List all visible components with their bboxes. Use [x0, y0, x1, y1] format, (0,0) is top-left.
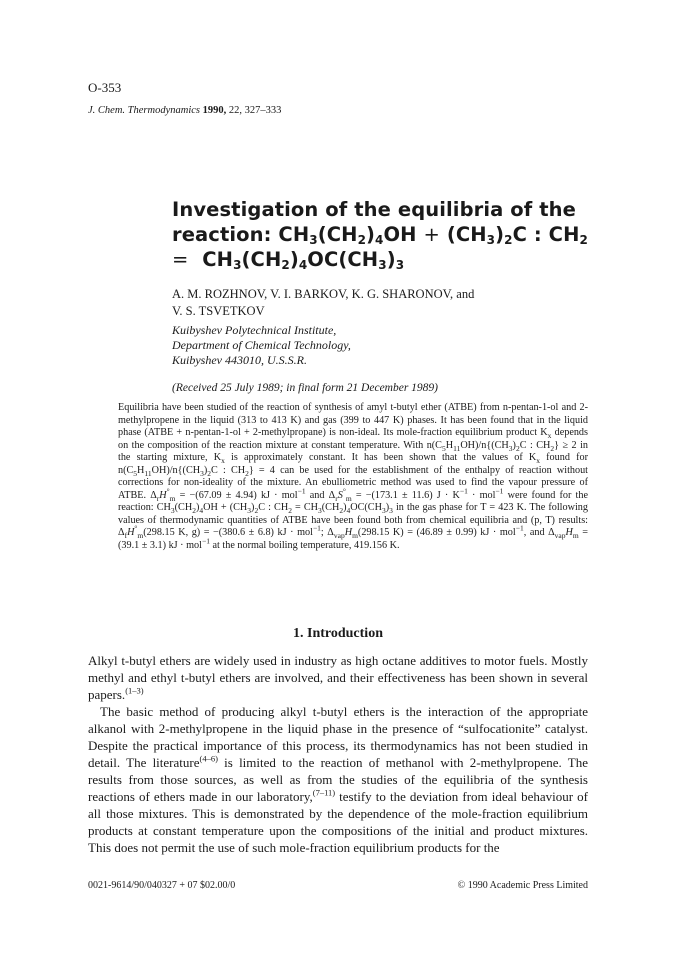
journal-year: 1990,	[202, 105, 227, 116]
body-text	[88, 652, 588, 856]
received-dates: (Received 25 July 1989; in final form 21 December 1989)	[172, 382, 439, 394]
title-line-3: = $CH_3(CH_2)_4OC(CH_3)_3$	[172, 248, 405, 272]
affiliation-line-2: Department of Chemical Technology,	[172, 338, 351, 352]
authors	[172, 286, 592, 320]
journal-citation	[88, 105, 281, 116]
affiliation-line-1: Kuibyshev Polytechnical Institute,	[172, 323, 337, 337]
reference-code: O-353	[88, 80, 122, 95]
abstract-text: Equilibria have been studied of the reaction of synthesis of amyl t-butyl ether (ATBE) from n-pentan-1-ol and 2-methylpropene in the liquid (313 to 413 K) and gas (399 to 447 K) phases. It has been found that in the liquid phase (ATBE + n-pentan-1-ol + 2-methylpropane) is non-ideal. Its mole-fraction equilibrium product $K_x$ depends on the composition of the reaction mixture at constant temperature. With $n(C_5H_{11}OH)/n\{(CH_3)_2C$ : $CH_2\} \ge 2$ in the starting mixture, $K_x$ is approximately constant. It has been shown that the values of $K_x$ found for $n(C_5H_{11}OH)/n\{(CH_3)_2C$ : $CH_2\} = 4$ can be used for the establishment of the enthalpy of reaction without corrections for non-ideality of the mixture. An ebulliometric method was used to find the vapour pressure of ATBE. $\Delta_rH^\circ_m = -(67.09 \pm 4.94)$ kJ · mol$^{-1}$ and $\Delta_rS^\circ_m = -(173.1 \pm 11.6) J \cdot K^{-1} \cdot mol^{-1}$ were found for the reaction: $CH_3(CH_2)_4OH + (CH_3)_2C$ : $CH_2 = CH_3(CH_2)_4OC(CH_3)_3$ in the gas phase for T = 423 K. The following values of thermodynamic quantities of ATBE have been found both from chemical equilibria and (p, T) results: $\Delta_fH^\circ_m(298.15$ K, g) = −(380.6 ± 6.8) kJ · mol$^{-1}$; $\Delta_{vap}H_m(298.15$ K) = (46.89 ± 0.99) kJ · mol$^{-1}$, and $\Delta_{vap}H_m = (39.1 \pm 3.1)$ kJ · mol$^{-1}$ at the normal boiling temperature, 419.156 K.	[118, 402, 589, 552]
title-line-1: Investigation of the equilibria of the	[172, 198, 576, 221]
abstract	[118, 402, 588, 553]
affiliation-line-3: Kuibyshev 443010, U.S.S.R.	[172, 353, 307, 367]
paragraph-1: Alkyl t-butyl ethers are widely used in industry as high octane additives to motor fuels. Mostly methyl and ethyl t-butyl ethers are involved, and their effectiveness has been shown in several papers.$^{(1-3)}$	[88, 653, 588, 702]
authors-line-1: A. M. ROZHNOV, V. I. BARKOV, K. G. SHARONOV, and	[172, 287, 475, 301]
article-title	[172, 197, 602, 272]
title-line-2: reaction: $CH_3(CH_2)_4OH + (CH_3)_2C$ : $CH_2$	[172, 223, 588, 247]
section-heading: 1. Introduction	[293, 626, 383, 641]
paragraph-2: The basic method of producing alkyl t-butyl ethers is the interaction of the appropriate alkanol with 2-methylpropene in the liquid phase in the presence of “sulfocationite” catalyst. Despite the practical importance of this process, its thermodynamics has not been studied in detail. The literature$^{(4-6)}$ is limited to the reaction of methanol with 2-methylpropene. The results from those sources, as well as from the studies of the equilibria of the synthesis reactions of ethers made in our laboratory,$^{(7-11)}$ testify to the deviation from ideal behaviour of all those mixtures. This is demonstrated by the dependence of the mole-fraction equilibrium products at constant temperature upon the compositions of the initial and product mixtures. This does not permit the use of such mole-fraction equilibrium products for the	[88, 704, 588, 855]
footer-issn: 0021-9614/90/040327 + 07 $02.00/0	[88, 880, 236, 891]
affiliation	[172, 323, 592, 368]
journal-name: J. Chem. Thermodynamics	[88, 105, 200, 116]
journal-volume-pages: 22, 327–333	[228, 105, 282, 116]
footer-copyright: © 1990 Academic Press Limited	[457, 880, 588, 891]
authors-line-2: V. S. TSVETKOV	[172, 304, 265, 318]
